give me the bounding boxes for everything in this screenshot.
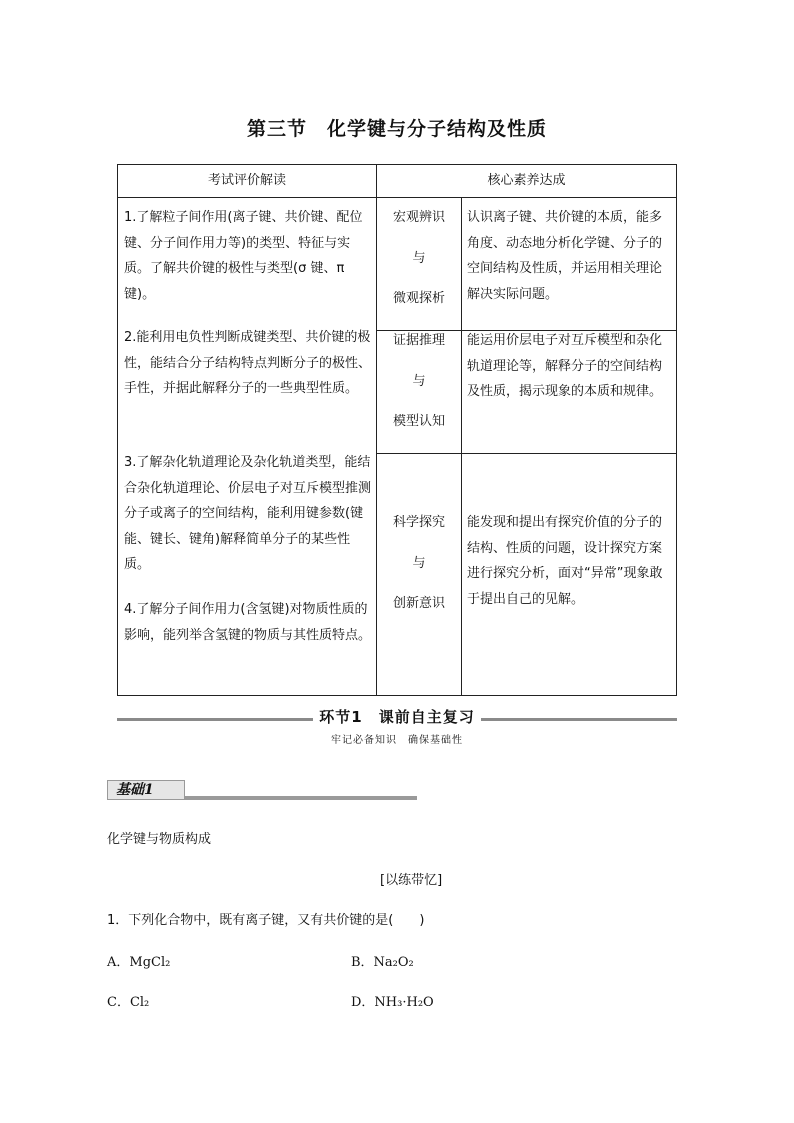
- competency-description-3: 能发现和提出有探究价值的分子的结构、性质的问题，设计探究方案进行探究分析，面对“异常”现象敢于提出自己的见解。: [467, 515, 663, 607]
- category-line: 模型认知: [392, 414, 445, 429]
- category-line: 创新意识: [392, 596, 445, 611]
- evaluation-item-1: 1.了解粒子间作用(离子键、共价键、配位键、分子间作用力等)的类型、特征与实质。了解共价键的极性与类型(σ 键、π 键)。: [124, 210, 363, 302]
- section-subtitle: 牢记必备知识 确保基础性: [331, 735, 463, 746]
- competency-category-1: [377, 205, 461, 312]
- competency-category-3: [377, 510, 461, 617]
- basics-tag: 基础1: [107, 780, 185, 800]
- page-title: 第三节 化学键与分子结构及性质: [246, 118, 547, 140]
- practice-label: [以练带忆]: [380, 873, 443, 888]
- topic-heading: 化学键与物质构成: [107, 832, 212, 847]
- question-text: 1．下列化合物中，既有离子键，又有共价键的是( ): [107, 913, 425, 928]
- category-line: 与: [412, 250, 426, 266]
- option-b: B．Na₂O₂: [351, 955, 414, 970]
- category-line: 证据推理: [392, 333, 445, 348]
- right-column-header: 核心素养达成: [487, 173, 566, 188]
- option-d: D．NH₃·H₂O: [351, 995, 434, 1010]
- table-header-rule: [118, 197, 676, 198]
- category-line: 科学探究: [392, 515, 445, 530]
- evaluation-item-3: 3.了解杂化轨道理论及杂化轨道类型，能结合杂化轨道理论、价层电子对互斥模型推测分子或离子的空间结构，能利用键参数(键能、键长、键角)解释简单分子的某些性质。: [124, 455, 372, 572]
- option-c: C．Cl₂: [107, 995, 150, 1010]
- category-line: 与: [412, 373, 426, 389]
- evaluation-item-2: 2.能利用电负性判断成键类型、共价键的极性，能结合分子结构特点判断分子的极性、手性，并据此解释分子的一些典型性质。: [124, 330, 372, 396]
- category-line: 微观探析: [392, 291, 445, 306]
- evaluation-table: [117, 164, 677, 696]
- evaluation-item-4: 4.了解分子间作用力(含氢键)对物质性质的影响，能列举含氢键的物质与其性质特点。: [124, 602, 372, 643]
- competency-description-2: 能运用价层电子对互斥模型和杂化轨道理论等，解释分子的空间结构及性质，揭示现象的本质和规律。: [467, 333, 663, 399]
- competency-description-1: 认识离子键、共价键的本质，能多角度、动态地分析化学键、分子的空间结构及性质，并运用相关理论解决实际问题。: [467, 210, 663, 302]
- category-line: 宏观辨识: [392, 210, 445, 225]
- left-column-header: 考试评价解读: [207, 173, 286, 188]
- table-divider-category: [461, 197, 462, 695]
- table-row-rule-2: [376, 453, 676, 454]
- section-label: 环节1 课前自主复习: [319, 708, 475, 726]
- section-banner: [117, 704, 677, 754]
- basics-tab: [107, 780, 417, 802]
- option-a: A．MgCl₂: [107, 955, 171, 970]
- category-line: 与: [412, 555, 426, 571]
- competency-category-2: [377, 328, 461, 435]
- basics-tab-rule: [185, 796, 417, 800]
